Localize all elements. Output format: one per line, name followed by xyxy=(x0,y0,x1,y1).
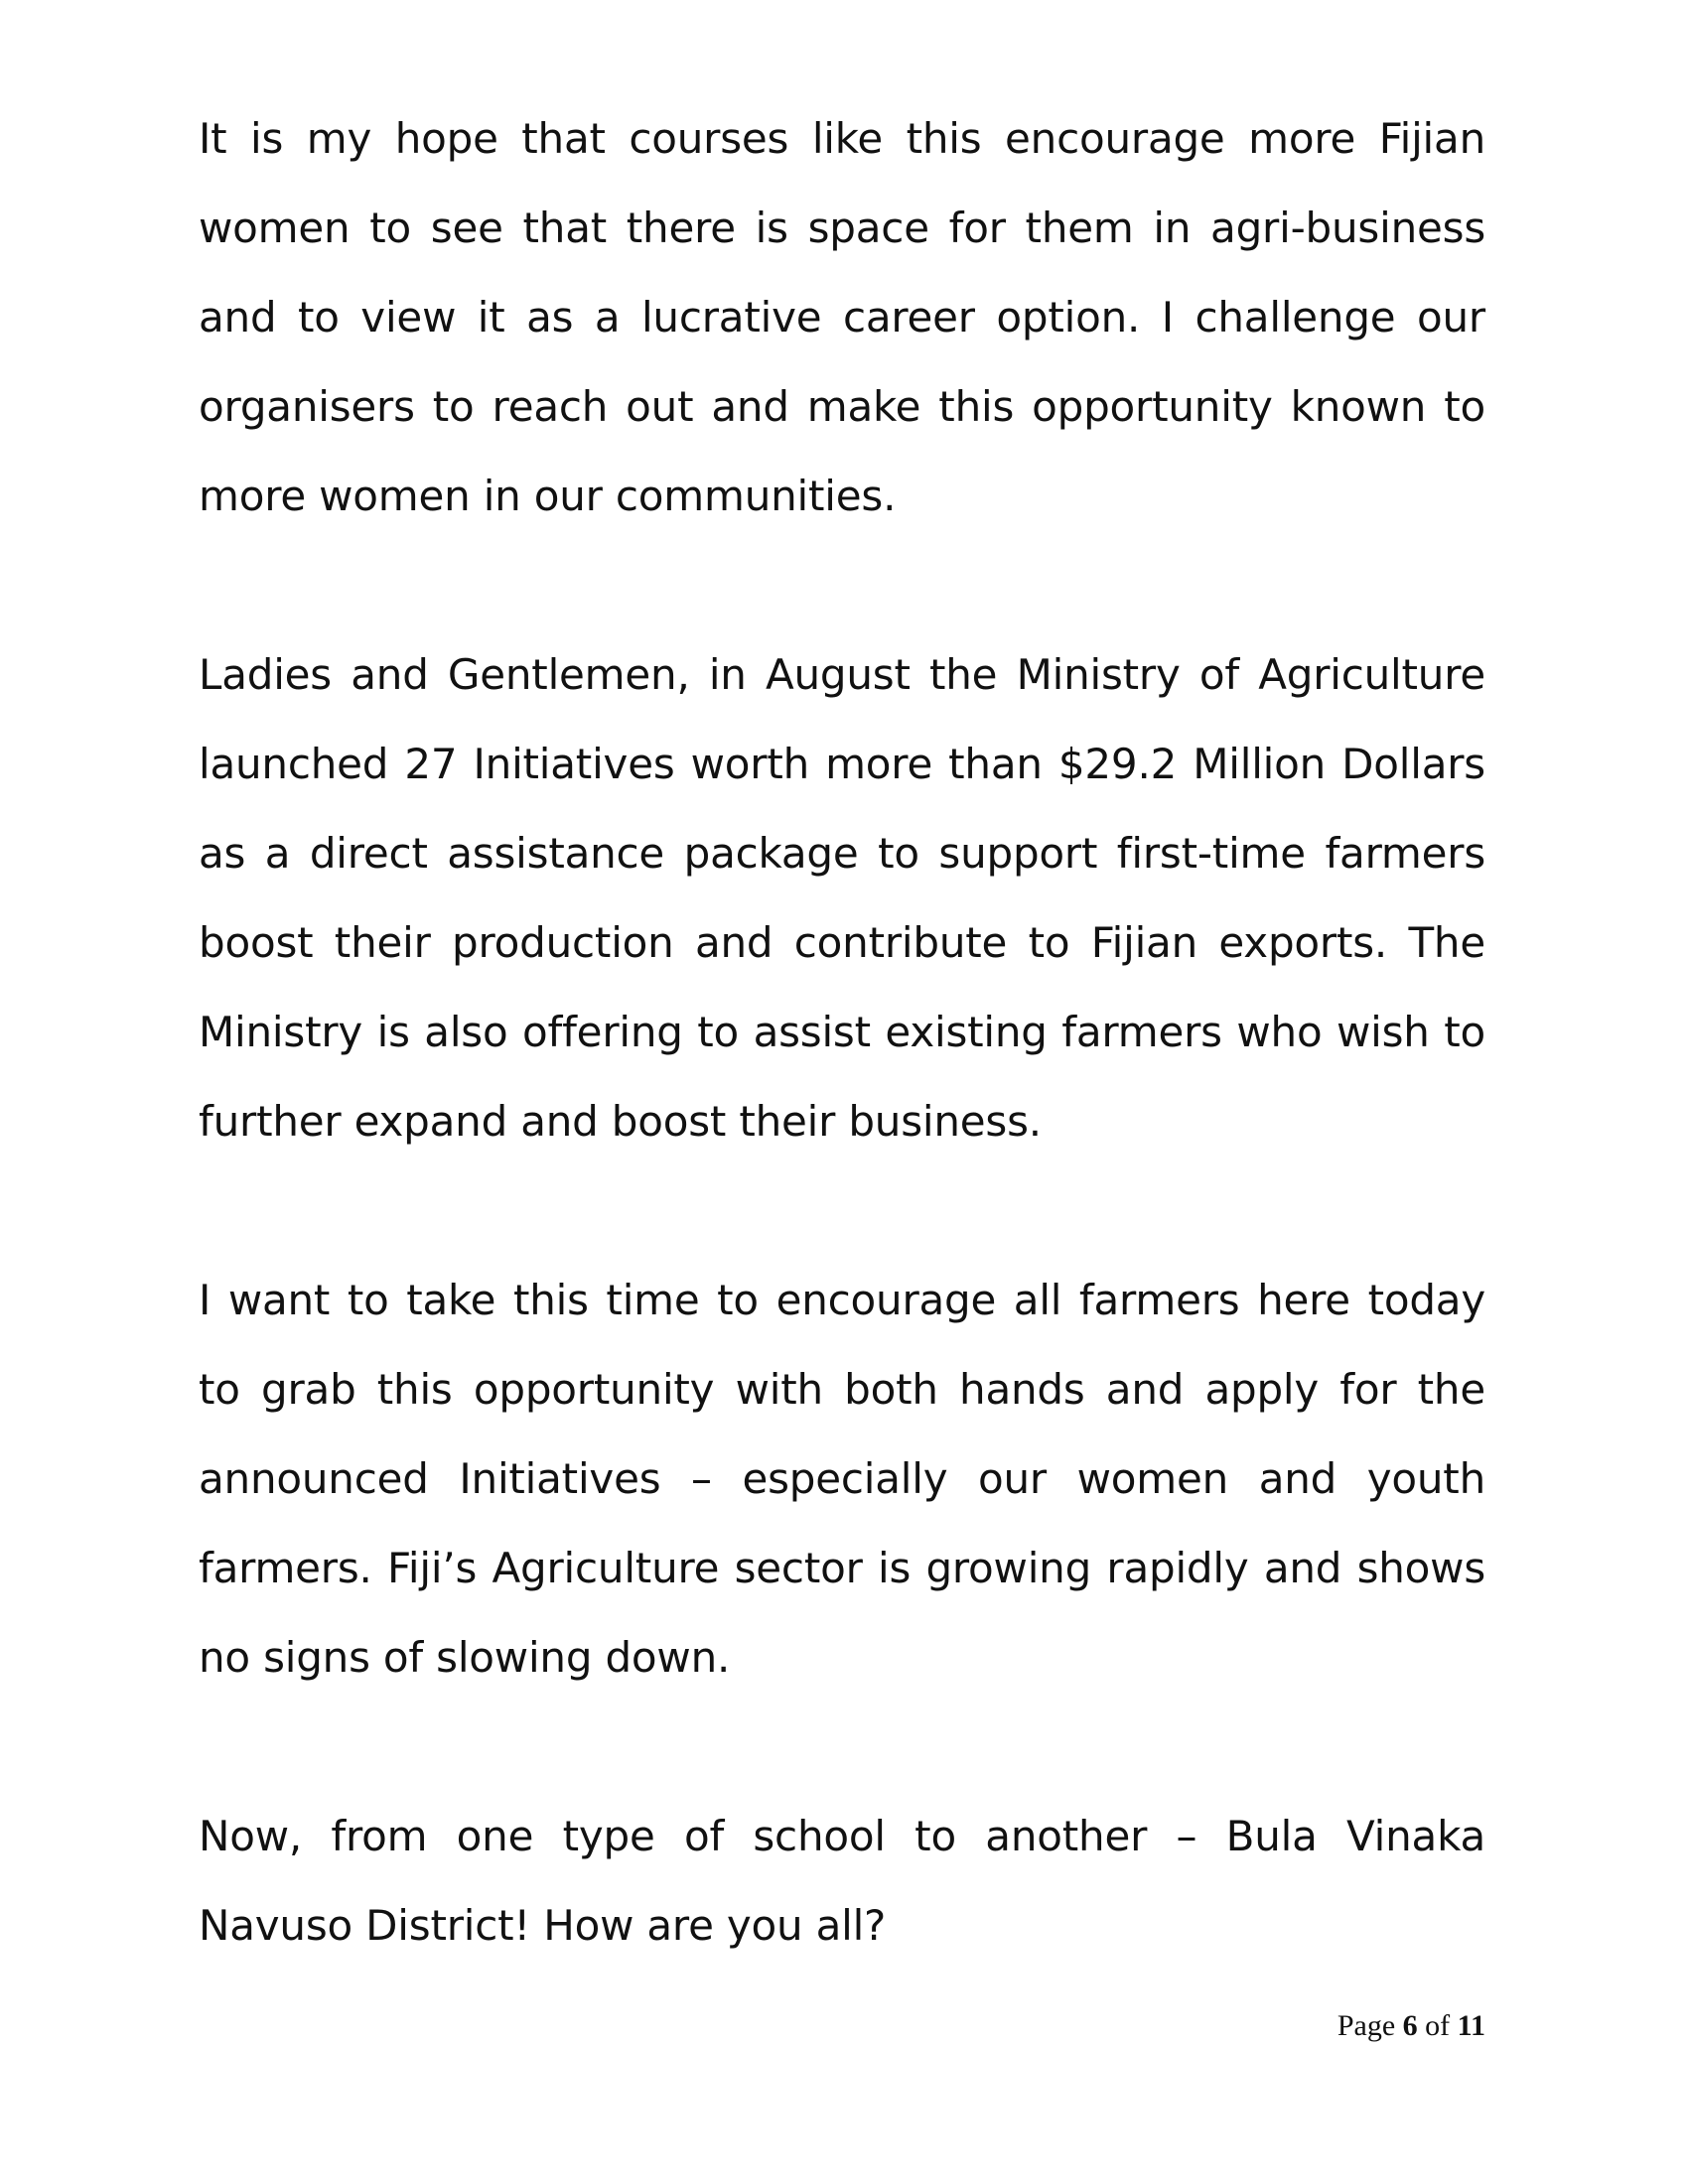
page-number-footer xyxy=(1337,2009,1485,2043)
current-page-number: 6 xyxy=(1402,2009,1418,2042)
of-label: of xyxy=(1425,2009,1451,2042)
page-label: Page xyxy=(1336,2009,1396,2042)
paragraph-3: I want to take this time to encourage all farmers here today to grab this opportunity with both hands and apply for the announced Initiatives – especially our women and youth farmers. Fiji’s Agriculture sector is growing rapidly and shows no signs of slowing down. xyxy=(199,1276,1485,1682)
paragraph-2: Ladies and Gentlemen, in August the Ministry of Agriculture launched 27 Initiatives worth more than $29.2 Million Dollars as a direct assistance package to support first-time farmers boost their production and contribute to Fijian exports. The Ministry is also offering to assist existing farmers who wish to further expand and boost their business. xyxy=(199,650,1485,1146)
total-pages-number: 11 xyxy=(1457,2009,1485,2042)
paragraph-1: It is my hope that courses like this encourage more Fijian women to see that there is space for them in agri-business and to view it as a lucrative career option. I challenge our organisers to reach out and make this opportunity known to more women in our communities. xyxy=(199,114,1485,520)
document-body xyxy=(199,94,1485,2060)
paragraph-4: Now, from one type of school to another – Bula Vinaka Navuso District! How are you all? xyxy=(199,1812,1485,1950)
